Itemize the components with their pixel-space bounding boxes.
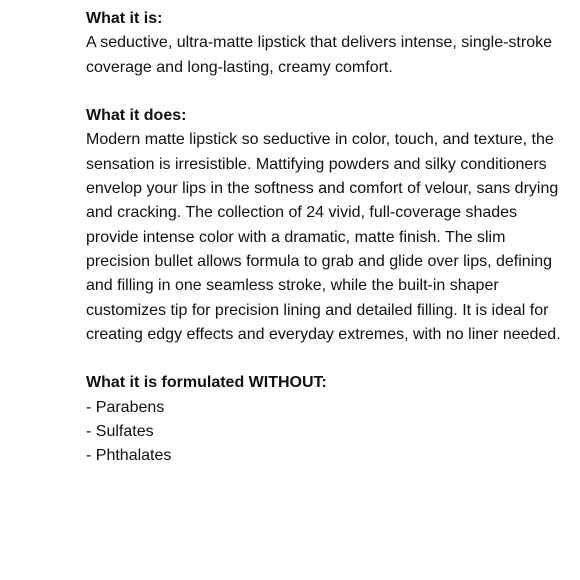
what-it-is-body: A seductive, ultra-matte lipstick that delivers intense, single-stroke coverage and long-lasting, creamy comfort.: [86, 34, 552, 76]
formulated-without-list: [86, 396, 566, 469]
list-item: - Parabens: [86, 398, 165, 416]
what-it-does-heading: What it does:: [86, 107, 187, 125]
what-it-is-heading: What it is:: [86, 10, 163, 27]
formulated-without-heading: What it is formulated WITHOUT:: [86, 374, 327, 392]
list-item: - Phthalates: [86, 447, 172, 465]
section-spacer: [86, 347, 566, 371]
list-item: - Sulfates: [86, 423, 154, 441]
section-spacer: [86, 80, 566, 104]
product-description: [86, 7, 566, 469]
what-it-does-body: Modern matte lipstick so seductive in color, touch, and texture, the sensation is irresistible. Mattifying powders and silky conditioners envelop your lips in the softness and comfort of velour, sans drying and cracking. The collection of 24 vivid, full-coverage shades provide intense color with a dramatic, matte finish. The slim precision bullet allows formula to grab and glide over lips, defining and filling in one seamless stroke, while the built-in shaper customizes tip for precision lining and detailed filling. It is ideal for creating edgy effects and everyday extremes, with no liner needed.: [86, 131, 561, 343]
